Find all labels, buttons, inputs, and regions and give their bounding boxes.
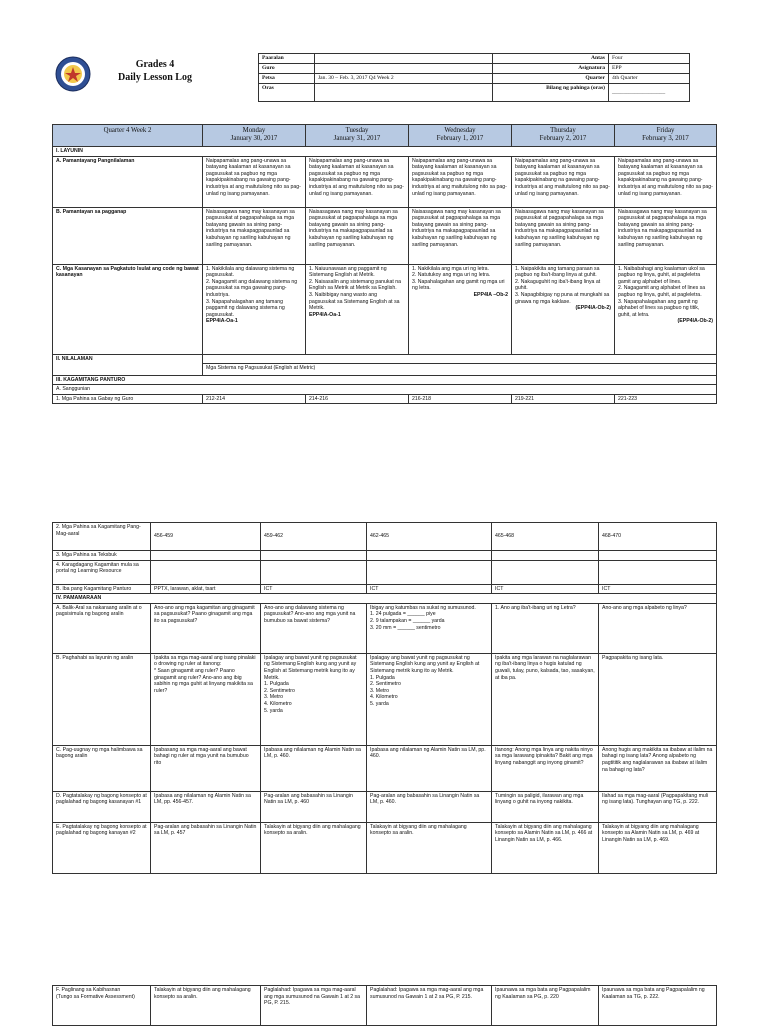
row-label-pagganap: B. Pamantayan sa pagganap xyxy=(53,207,203,264)
cell-b-fri: Naisasagawa nang may kasanayan sa pagsusukat at pagpapahalaga sa mga batayang gawain sa sining pang-industriya na makapagpapaunlad sa kabuhayan ng sariling kabuhayan ng sariling pamayanan. xyxy=(615,207,717,264)
row-label-teksbuk: 3. Mga Pahina sa Teksbuk xyxy=(53,551,151,561)
row-sanggunian: A. Sanggunian xyxy=(53,385,717,395)
cell-lm-tue: 459-462 xyxy=(261,523,367,551)
cell-code: EPP4IA-Oa-1 xyxy=(309,311,341,318)
cell-a-fri: Ano-ano ang mga alpabeto ng linya? xyxy=(599,603,717,653)
cell-c-wed: Ipabasa ang nilalaman ng Alamin Natin sa LM, pp. 460. xyxy=(367,745,492,791)
cell-f-wed: Paglalahad: Ipagawa sa mga mag-aaral ang mga sumusunod na Gawain 1 at 2 sa PG, P. 215. xyxy=(367,986,492,1026)
row-label-kagamitang-mag-aaral: 2. Mga Pahina sa Kagamitang Pang- Mag-aaral xyxy=(53,523,151,551)
deped-seal xyxy=(55,56,91,92)
cell-lr-wed xyxy=(367,560,492,584)
cell-ibp-fri: ICT xyxy=(599,584,717,594)
value-petsa: Jan. 30 – Feb. 3, 2017 Q4 Week 2 xyxy=(315,74,493,84)
cell-d-thu: Tumingin sa paligid, ilarawan ang mga linyang o guhit na inyong nakikita. xyxy=(492,791,599,822)
day-name: Tuesday xyxy=(345,127,369,134)
cell-lm-mon: 456-459 xyxy=(151,523,261,551)
day-date: January 30, 2017 xyxy=(230,135,278,142)
page-title xyxy=(100,58,210,84)
cell-c-thu: Itanong: Anong mga linya ang nakita ninyo sa mga larawang ipinakita? Bakit ang mga linyang nabanggit ang inyong ginamit? xyxy=(492,745,599,791)
cell-d-wed: Pag-aralan ang babasahin sa Linangin Natin sa LM, p. 460. xyxy=(367,791,492,822)
value-asignatura: EPP xyxy=(609,64,690,74)
cell-guro-mon: 212-214 xyxy=(203,394,306,404)
day-date: January 31, 2017 xyxy=(333,135,381,142)
day-header-row xyxy=(53,125,717,147)
cell-b-thu: Naisasagawa nang may kasanayan sa pagsusukat at pagpapahalaga sa mga batayang gawain sa sining pang-industriya na makapagpapaunlad sa kabuhayan ng sariling kabuhayan ng sariling pamayanan. xyxy=(512,207,615,264)
day-header-friday xyxy=(615,125,717,147)
label-bilang: Bilang ng pahinga (oras) xyxy=(493,84,609,102)
cell-ibp-wed: ICT xyxy=(367,584,492,594)
title-dll: Daily Lesson Log xyxy=(118,72,192,83)
cell-code: EPP4IA-Oa-1 xyxy=(206,318,238,325)
cell-a-mon: Naipapamalas ang pang-unawa sa batayang kaalaman at kasanayan sa pagsusukat sa pagbuo ng mga kapakipakinabang na gawaing pang-industriya at ang maitutulong nito sa pag-unlad ng isang pamayanan. xyxy=(203,156,306,207)
cell-tb-tue xyxy=(261,551,367,561)
section-layunin: I. LAYUNIN xyxy=(53,147,717,157)
corner-cell: Quarter 4 Week 2 xyxy=(53,125,203,147)
value-oras xyxy=(315,84,493,102)
label-guro: Guro xyxy=(259,64,315,74)
row-label-balik-aral: A. Balik-Aral sa nakaraang aralin at o pagsisimula ng bagong aralin xyxy=(53,603,151,653)
cell-a-wed: Naipapamalas ang pang-unawa sa batayang kaalaman at kasanayan sa pagsusukat sa pagbuo ng mga kapakipakinabang na gawaing pang-industriya at ang maitutulong nito sa pag-unlad ng isang pamayanan. xyxy=(409,156,512,207)
value-guro xyxy=(315,64,493,74)
lesson-log-table-2 xyxy=(52,522,717,874)
cell-ibp-tue: ICT xyxy=(261,584,367,594)
cell-text: 1. Naiuunawaan ang paggamit ng Sistemang English at Metrik. 2. Naisasalin ang sistemang panukat na English sa Metrik at Metrik sa English. 3. Naibibigay nang wasto ang pagsusukat sa Sistemang English at sa Metrik. xyxy=(309,265,401,312)
row-label-karagdagang: 4. Karagdagang Kagamitan mula sa portal ng Learning Resource xyxy=(53,560,151,584)
day-date: February 1, 2017 xyxy=(436,135,484,142)
cell-text: 1. Nakikilala ang mga uri ng letra. 2. Natutukoy ang mga uri ng letra. 3. Napahalagahan ang gamit ng mga uri ng letra. xyxy=(412,265,505,292)
row-label-iba-pang: B. Iba pang Kagamitang Panturo xyxy=(53,584,151,594)
cell-a-tue: Ano-ano ang dalawang sistema ng pagsusukat? Ano-ano ang mga yunit na bumubuo sa bawat sistema? xyxy=(261,603,367,653)
cell-code: (EPP4IA-Ob-2) xyxy=(575,305,611,312)
cell-ibp-thu: ICT xyxy=(492,584,599,594)
day-date: February 3, 2017 xyxy=(642,135,689,142)
cell-lr-fri xyxy=(599,560,717,584)
header-info-table xyxy=(258,53,690,102)
cell-c-mon xyxy=(203,264,306,354)
cell-tb-mon xyxy=(151,551,261,561)
cell-f-thu: Ipaunawa sa mga bata ang Pagpapalalim ng Kaalaman sa PG, p. 220 xyxy=(492,986,599,1026)
cell-c-tue xyxy=(306,264,409,354)
cell-b-thu: Ipakita ang mga larawan na naglalarawan ng iba't-ibang linya o hugis katulad ng guwali, tulay, puno, kalsada, tao, sasakyan, at iba pa. xyxy=(492,653,599,745)
cell-f-tue: Paglalahad: Ipagawa sa mga mag-aaral ang mga sumusunod na Gawain 1 at 2 sa PG, P. 215. xyxy=(261,986,367,1026)
value-bilang: ___________________ xyxy=(609,84,690,102)
cell-d-mon: Ipabasa ang nilalaman ng Alamin Natin sa LM, pp. 456-457. xyxy=(151,791,261,822)
cell-lr-tue xyxy=(261,560,367,584)
cell-c-tue: Ipabasa ang nilalaman ng Alamin Natin sa LM, p. 460. xyxy=(261,745,367,791)
day-header-wednesday xyxy=(409,125,512,147)
cell-guro-tue: 214-216 xyxy=(306,394,409,404)
section-kagamitan: III. KAGAMITANG PANTURO xyxy=(53,375,717,385)
cell-a-thu: 1. Ano ang iba't-ibang uri ng Letra? xyxy=(492,603,599,653)
cell-e-mon: Pag-aralan ang babasahin sa Linangin Natin sa LM, p. 457 xyxy=(151,822,261,873)
day-header-tuesday xyxy=(306,125,409,147)
cell-guro-thu: 219-221 xyxy=(512,394,615,404)
cell-f-fri: Ipaunawa sa mga bata ang Pagpapalalim ng Kaalaman sa TG, p. 222. xyxy=(599,986,717,1026)
cell-b-wed: Ipalagay ang bawat yunit ng pagsusukat ng Sistemang English kung ang yunit ay English at Sistemang metrik kung ito ay Metrik. 1. Pulgada 2. Sentimetro 3. Metro 4. Kilometro 5. yarda xyxy=(367,653,492,745)
cell-a-thu: Naipapamalas ang pang-unawa sa batayang kaalaman at kasanayan sa pagsusukat sa pagbuo ng mga kapakipakinabang na gawaing pang-industriya at ang maitutulong nito sa pag-unlad ng isang pamayanan. xyxy=(512,156,615,207)
section-nilalaman: II. NILALAMAN xyxy=(53,354,203,375)
cell-lr-mon xyxy=(151,560,261,584)
cell-tb-fri xyxy=(599,551,717,561)
row-label-pangnilalaman: A. Pamantayang Pangnilalaman xyxy=(53,156,203,207)
row-label-kasanayan: C. Mga Kasanayan sa Pagkatuto Isulat ang code ng bawat kasanayan xyxy=(53,264,203,354)
cell-tb-thu xyxy=(492,551,599,561)
label-asignatura: Asignatura xyxy=(493,64,609,74)
row-label-gabay-guro: 1. Mga Pahina sa Gabay ng Guro xyxy=(53,394,203,404)
cell-text: 1. Naipakikita ang tamang paraan sa pagbuo ng iba't-ibang linya at guhit. 2. Nakaguguhit ng iba't-ibang linya at guhit. 3. Napagbibigay ng puna at mungkahi sa ginawa ng mga kaklase. xyxy=(515,265,610,305)
day-date: February 2, 2017 xyxy=(539,135,587,142)
cell-a-fri: Naipapamalas ang pang-unawa sa batayang kaalaman at kasanayan sa pagsusukat sa pagbuo ng mga kapakipakinabang na gawaing pang-industriya at ang maitutulong nito sa pag-unlad ng isang pamayanan. xyxy=(615,156,717,207)
day-header-thursday xyxy=(512,125,615,147)
label-antas: Antas xyxy=(493,54,609,64)
row-label-paghahabi: B. Paghahabi sa layunin ng aralin xyxy=(53,653,151,745)
cell-guro-fri: 221-223 xyxy=(615,394,717,404)
lesson-log-table-1 xyxy=(52,124,717,404)
cell-e-thu: Talakayin at bigyang diin ang mahalagang konsepto sa Alamin Natin sa LM, p. 466 at Linangin Natin sa LM, p. 466. xyxy=(492,822,599,873)
day-name: Wednesday xyxy=(444,127,476,134)
cell-lm-thu: 465-468 xyxy=(492,523,599,551)
cell-code: (EPP4IA-Ob-2) xyxy=(677,318,713,325)
day-header-monday xyxy=(203,125,306,147)
cell-guro-wed: 216-218 xyxy=(409,394,512,404)
cell-c-wed xyxy=(409,264,512,354)
cell-a-mon: Ano-ano ang mga kagamitan ang ginagamit sa pagsusukat? Paano ginagamit ang mga ito sa pagsusukat? xyxy=(151,603,261,653)
cell-b-tue: Naisasagawa nang may kasanayan sa pagsusukat at pagpapahalaga sa mga batayang gawain sa sining pang-industriya na makapagpapaunlad sa kabuhayan ng sariling kabuhayan ng sariling pamayanan. xyxy=(306,207,409,264)
cell-e-wed: Talakayin at bigyang diin ang mahalagang konsepto sa aralin. xyxy=(367,822,492,873)
cell-e-fri: Talakayin at bigyang diin ang mahalagang konsepto sa Alamin Natin sa LM, p. 469 at Linangin Natin sa LM, p. 469. xyxy=(599,822,717,873)
label-paaralan: Paaralan xyxy=(259,54,315,64)
cell-lr-thu xyxy=(492,560,599,584)
row-label-paglinang: F. Paglinang sa Kabihasnan (Tungo sa Formative Assessment) xyxy=(53,986,151,1026)
value-quarter: 4th Quarter xyxy=(609,74,690,84)
cell-b-fri: Pagpapakita ng isang lata. xyxy=(599,653,717,745)
cell-text: 1. Nakikilala ang dalawang sistema ng pagsusukat. 2. Nagagamit ang dalawang sistema ng pagsusukat sa mga gawaing pang-industriya. 3. Napapahalagahan ang tamang paggamit ng dalawang sistema ng pagsusukat. xyxy=(206,265,298,318)
cell-e-tue: Talakayin at bigyang diin ang mahalagang konsepto sa aralin. xyxy=(261,822,367,873)
cell-c-mon: Ipabasang sa mga mag-aaral ang bawat bahagi ng ruler at mga yunit na bumubuo rito xyxy=(151,745,261,791)
cell-a-tue: Naipapamalas ang pang-unawa sa batayang kaalaman at kasanayan sa pagsusukat sa pagbuo ng mga kapakipakinabang na gawaing pang-industriya at ang maitutulong nito sa pag-unlad ng isang pamayanan. xyxy=(306,156,409,207)
cell-c-fri: Anong hugis ang makikita sa ibabaw at ilalim na bahagi ng isang lata? Anong alpabeto ng pagtititik ang naglalarawan sa ibabaw at ilalim na bahagi ng lata? xyxy=(599,745,717,791)
cell-a-wed: Ibigay ang katumbas na sukat ng sumusunod. 1. 24 pulgada = ______ piye 2. 9 talampakan = ______ yarda 3. 20 mm = ______ sentimetro xyxy=(367,603,492,653)
nilalaman-blank xyxy=(203,354,717,363)
cell-code: EPP4IA –Ob-2 xyxy=(473,291,508,298)
cell-b-wed: Naisasagawa nang may kasanayan sa pagsusukat at pagpapahalaga sa mga batayang gawain sa sining pang-industriya na makapagpapaunlad sa kabuhayan ng sariling kabuhayan ng sariling pamayanan. xyxy=(409,207,512,264)
cell-c-fri xyxy=(615,264,717,354)
cell-c-thu xyxy=(512,264,615,354)
nilalaman-value: Mga Sistema ng Pagsusukat (English at Metric) xyxy=(203,363,717,375)
section-pamamaraan: IV. PAMAMARAAN xyxy=(53,594,717,604)
day-name: Monday xyxy=(242,127,266,134)
day-name: Friday xyxy=(656,127,675,134)
label-oras: Oras xyxy=(259,84,315,102)
cell-ibp-mon: PPTX, larawan, aklat, tsart xyxy=(151,584,261,594)
lesson-log-table-3 xyxy=(52,985,717,1026)
title-grades: Grades 4 xyxy=(135,59,175,70)
label-petsa: Petsa xyxy=(259,74,315,84)
cell-b-tue: Ipalagay ang bawat yunit ng pagsusukat ng Sistemang English kung ang yunit ay English at Sistemang metrik kung ito ay Metrik. 1. Pulgada 2. Sentimetro 3. Metro 4. Kilometro 5. yarda xyxy=(261,653,367,745)
cell-b-mon: Ipakita sa mga mag-aaral ang isang pinalaki o drowing ng ruler at itanong: * Saan ginagamit ang ruler? Paano ginagamit ang ruler? Ano-ano ang ibig sabihin ng mga guhit at linyang makikita sa ruler? xyxy=(151,653,261,745)
cell-d-fri: Ilahad sa mga mag-aaral (Pagpapakitang muli ng isang lata). Tunghayan ang TG, p. 222. xyxy=(599,791,717,822)
cell-text: 1. Naibabahagi ang kaalaman ukol sa pagbuo ng linya, guhit, at pagleletra gamit ang alphabet of lines. 2. Nagagamit ang alphabet of lines sa pagbuo ng linya, guhit, at pagleletra. 3. Napapahalagahan ang gamit ng alphabet of lines sa pagbuo ng titik, guhit, at letra. xyxy=(618,265,706,318)
cell-tb-wed xyxy=(367,551,492,561)
cell-lm-fri: 468-470 xyxy=(599,523,717,551)
cell-f-mon: Talakayin at bigyang diin ang mahalagang konsepto sa aralin. xyxy=(151,986,261,1026)
value-antas: Four xyxy=(609,54,690,64)
cell-d-tue: Pag-aralan ang babasahin sa Linangin Natin sa LM, p. 460 xyxy=(261,791,367,822)
cell-lm-wed: 462-465 xyxy=(367,523,492,551)
label-quarter: Quarter xyxy=(493,74,609,84)
row-label-pagtatalakay-1: D. Pagtatalakay ng bagong konsepto at paglalahad ng bagong kasanayan #1 xyxy=(53,791,151,822)
day-name: Thursday xyxy=(550,127,576,134)
value-paaralan xyxy=(315,54,493,64)
cell-b-mon: Naisasagawa nang may kasanayan sa pagsusukat at pagpapahalaga sa mga batayang gawain sa sining pang-industriya na makapagpapaunlad sa kabuhayan ng sariling kabuhayan ng sariling pamayanan. xyxy=(203,207,306,264)
row-label-pagtatalakay-2: E. Pagtatalakay ng bagong konsepto at paglalahad ng bagong kanayan #2 xyxy=(53,822,151,873)
row-label-pag-uugnay: C. Pag-uugnay ng mga halimbawa sa bagong aralin xyxy=(53,745,151,791)
